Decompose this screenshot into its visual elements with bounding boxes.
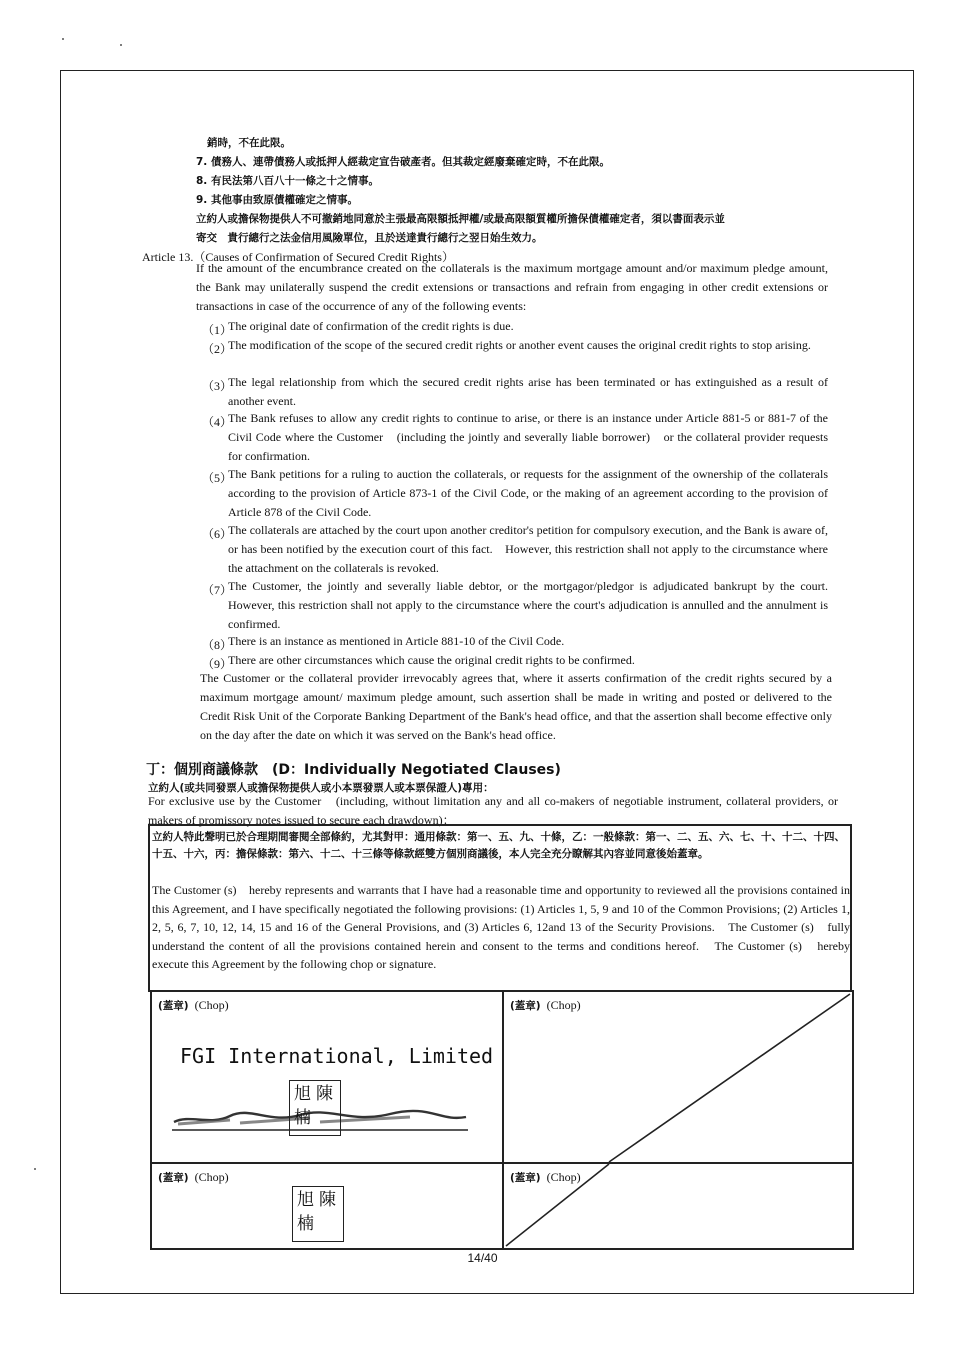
chop-label: (蓋章) (Chop): [510, 1170, 581, 1184]
item-1-num: （1）: [202, 323, 233, 337]
item-9-text: There are other circumstances which cause the original credit rights to be confirmed.: [228, 653, 635, 667]
item-4-text: The Bank refuses to allow any credit rights to continue to arise, or there is an instance under Article 881-5 or 881-7 of the Civil Code where the Customer (including the jointly and severally liable borrower) or the collateral provider requests for confirmation.: [228, 411, 828, 463]
chop-label: (蓋章) (Chop): [158, 1170, 229, 1184]
item-8-num: （8）: [202, 638, 233, 652]
page-number: 14/40: [467, 1251, 498, 1265]
clause-consent: 立約人或擔保物提供人不可撤銷地同意於主張最高限額抵押權/或最高限額質權所擔保債權確定者，須以書面表示並: [196, 213, 725, 225]
clause-8: 8. 有民法第八百八十一條之十之情事。: [196, 175, 379, 187]
signature-cell-void-1[interactable]: [504, 992, 852, 1164]
scan-speck: [120, 44, 122, 46]
item-6-text: The collaterals are attached by the court upon another creditor's petition for compulsory execution, and the Bank is aware of, or has been notified by the execution court of this fact. However, this restriction shall not apply to the circumstance where the attachment on the collaterals is revoked.: [228, 523, 828, 575]
company-name: FGI International, Limited: [180, 1044, 494, 1068]
scan-speck: [62, 38, 64, 40]
chop-label: (蓋章) (Chop): [158, 998, 229, 1012]
item-2-text: The modification of the scope of the secured credit rights or another event causes the original credit rights to stop arising.: [228, 338, 811, 352]
section-d-en-scope: For exclusive use by the Customer (including, without limitation any and all co-makers of negotiable instrument, collateral providers, or makers of promissory notes issued to secure each drawdown)：: [148, 794, 838, 827]
article-13-heading: Article 13.（Causes of Confirmation of Secured Credit Rights）: [142, 250, 454, 264]
signature-cell-void-2[interactable]: [504, 1164, 852, 1248]
clause-9: 9. 其他事由致原債權確定之情事。: [196, 194, 358, 206]
item-3-text: The legal relationship from which the secured credit rights arise has been terminated or has extinguished as a result of another event.: [228, 375, 828, 408]
section-d-title: 丁：個別商議條款 (D：Individually Negotiated Clauses): [146, 762, 561, 778]
article-13-closing: The Customer or the collateral provider irrevocably agrees that, where it asserts confirmation of the credit rights secured by a maximum mortgage amount/ maximum pledge amount, such assertion shall be made in writing and posted or delivered to the Credit Risk Unit of the Corporate Banking Department of the Bank's head office, and that the assertion shall become effective only on the day after the date on which it was served on the Bank's head office.: [200, 671, 832, 742]
personal-seal: 陳 旭 楠: [292, 1186, 344, 1242]
item-4-num: （4）: [202, 415, 233, 429]
clause-consent-cont: 寄交 貴行總行之法金信用風險單位，且於送達貴行總行之翌日始生效力。: [196, 232, 543, 244]
item-7-num: （7）: [202, 583, 233, 597]
strike-line: [504, 1164, 852, 1248]
declaration-en: The Customer (s) hereby represents and warrants that I have had a reasonable time and opportunity to reviewed all the provisions contained in this Agreement, and I have specifically negotiated the following provisions: (1) Articles 1, 5, 9 and 10 of the Common Provisions; (2) Articles 1, 2, 5, 6, 7, 10, 12, 14, 15 and 16 of the General Provisions, and (3) Articles 6, 12and 13 of the Security Provisions. The Customer (s) fully understand the content of all the provisions contained herein and consent to the terms and conditions hereof. The Customer (s) hereby execute this Agreement by the following chop or signature.: [152, 883, 850, 971]
item-2-num: （2）: [202, 342, 233, 356]
signature-grid: [150, 990, 854, 1250]
item-5-text: The Bank petitions for a ruling to auction the collaterals, or requests for the assignment of the ownership of the collaterals according to the provision of Article 873-1 of the Civil Code, or the making of an agreement according to the provision of Article 878 of the Civil Code.: [228, 467, 828, 519]
item-7-text: The Customer, the jointly and severally liable debtor, or the mortgagor/pledgor is adjudicated bankrupt by the court. However, this restriction shall not apply to the circumstance where the court's adjudication is annulled and the annulment is confirmed.: [228, 579, 841, 631]
item-6-num: （6）: [202, 527, 233, 541]
scan-speck: [34, 1168, 36, 1170]
article-13-intro: If the amount of the encumbrance created on the collaterals is the maximum mortgage amount and/or maximum pledge amount, the Bank may unilaterally suspend the credit extensions or transactions and refrain from engaging in other credit extensions or transactions in case of the occurrence of any of the following events:: [196, 261, 828, 313]
declaration-zh: 立約人特此聲明已於合理期間審閱全部條約，尤其對甲：通用條款：第一、五、九、十條，乙：一般條款：第一、二、五、六、七、十、十二、十四、十五、十六，丙：擔保條款：第六、十二、十三條等條款經雙方個別商議後，本人完全充分瞭解其內容並同意後始蓋章。: [152, 831, 845, 860]
chop-label: (蓋章) (Chop): [510, 998, 581, 1012]
item-5-num: （5）: [202, 471, 233, 485]
clause-7: 7. 債務人、連帶債務人或抵押人經裁定宣告破產者。但其裁定經廢棄確定時，不在此限。: [196, 156, 610, 168]
clause-continuation: 銷時，不在此限。: [207, 137, 291, 149]
item-1-text: The original date of confirmation of the credit rights is due.: [228, 319, 514, 333]
item-3-num: （3）: [202, 379, 233, 393]
item-9-num: （9）: [202, 657, 233, 671]
signature-cell-customer[interactable]: [152, 992, 504, 1164]
personal-seal: 陳 旭 楠: [289, 1080, 341, 1136]
declaration-box: [148, 824, 852, 992]
item-8-text: There is an instance as mentioned in Article 881-10 of the Civil Code.: [228, 634, 565, 648]
strike-line: [504, 992, 852, 1164]
signature-cell-customer-2[interactable]: [152, 1164, 504, 1248]
section-d-zh-scope: 立約人(或共同發票人或擔保物提供人或小本票發票人或本票保證人)專用：: [148, 782, 494, 794]
